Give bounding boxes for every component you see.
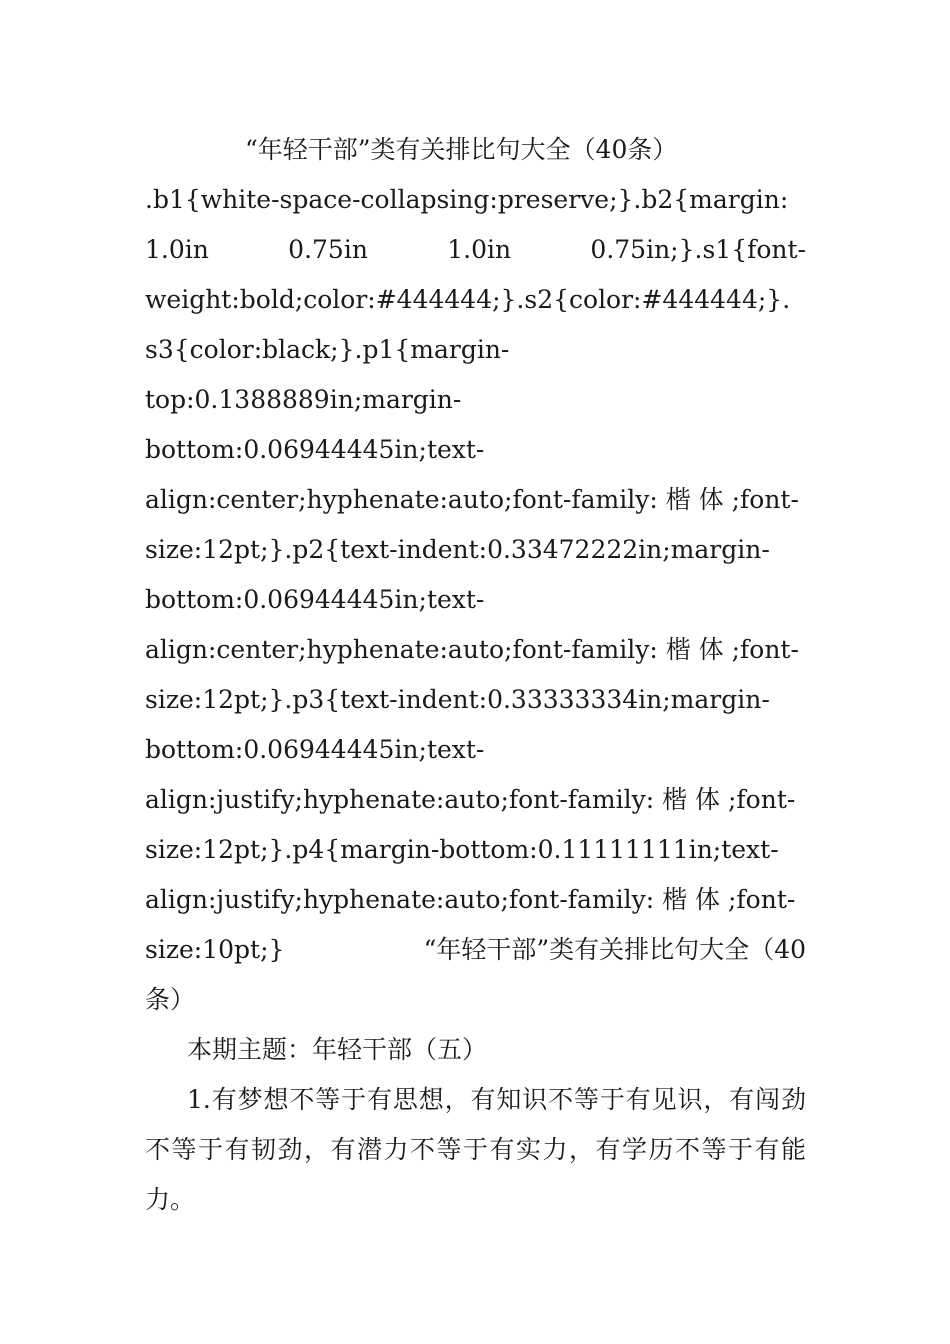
css-line: align:center;hyphenate:auto;font-family: 楷 体 ;font- [145,485,799,514]
css-token: 1.0in [145,235,209,264]
css-token: 0.75in [288,235,368,264]
css-line: top:0.1388889in;margin- [145,385,462,414]
css-line-spread [145,225,806,275]
css-line: bottom:0.06944445in;text- [145,735,485,764]
css-line: align:justify;hyphenate:auto;font-family: 楷 体 ;font- [145,785,796,814]
css-code-text [145,175,806,1025]
css-line: size:12pt;}.p2{text-indent:0.33472222in;margin- [145,535,770,564]
item-1: 1.有梦想不等于有思想，有知识不等于有见识，有闯劲不等于有韧劲，有潜力不等于有实力，有学历不等于有能力。 [145,1085,806,1214]
css-line-with-title [145,925,806,975]
document-page [145,125,806,1225]
repeated-title: “年轻干部”类有关排比句大全（40 [423,935,806,964]
css-line: bottom:0.06944445in;text- [145,585,485,614]
document-title: “年轻干部”类有关排比句大全（40条） [245,135,678,164]
theme-line: 本期主题：年轻干部（五） [187,1035,488,1064]
css-line: .b1{white-space-collapsing:preserve;}.b2{margin: [145,185,789,214]
css-line: s3{color:black;}.p1{margin- [145,335,510,364]
css-line: bottom:0.06944445in;text- [145,435,485,464]
css-line: size:12pt;}.p4{margin-bottom:0.11111111in;text- [145,835,779,864]
css-token: 1.0in [447,235,512,264]
repeated-title-end: 条） [145,985,196,1014]
css-line: align:justify;hyphenate:auto;font-family: 楷 体 ;font- [145,885,796,914]
css-tail: size:10pt;} [145,935,285,964]
css-line: size:12pt;}.p3{text-indent:0.33333334in;margin- [145,685,770,714]
css-token: 0.75in;}.s1{font- [590,235,806,264]
css-line: weight:bold;color:#444444;}.s2{color:#444444;}. [145,285,791,314]
css-line: align:center;hyphenate:auto;font-family: 楷 体 ;font- [145,635,799,664]
